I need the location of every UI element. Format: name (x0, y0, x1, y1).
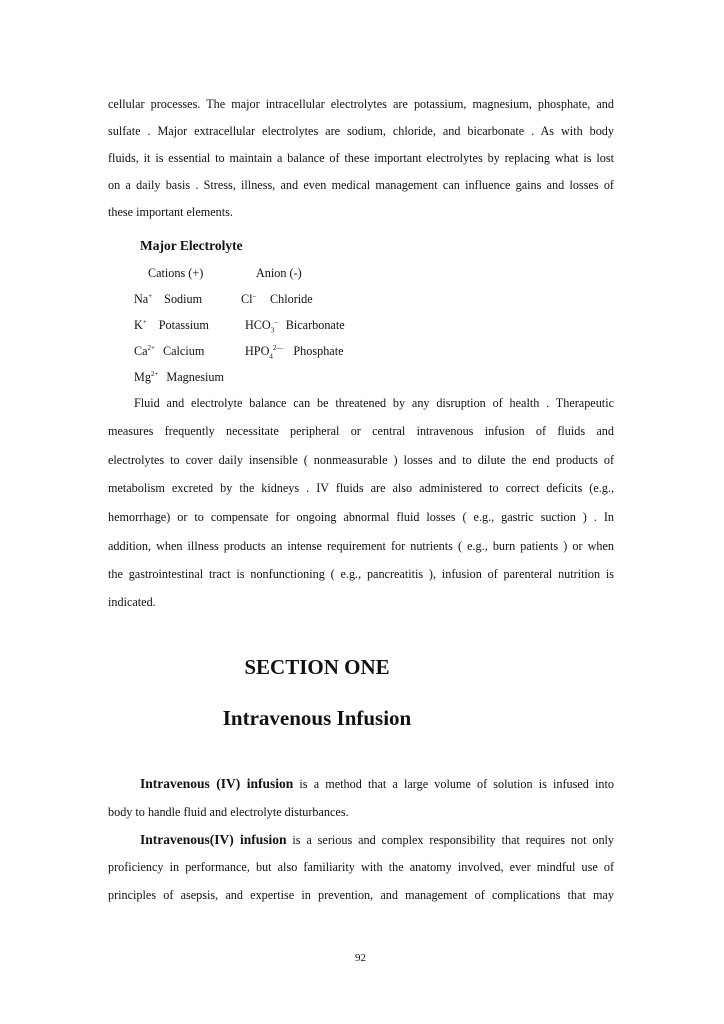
anion-cl: Cl– Chloride (241, 292, 313, 307)
anion-hco3: $HCO_3^-$ Bicarbonate (245, 318, 345, 335)
text-line: electrolytes to cover daily insensible ( nonmeasurable ) losses and to dilute the end products of (108, 453, 614, 467)
table-title: Major Electrolyte (140, 238, 243, 253)
text-line: cellular processes. The major intracellular electrolytes are potassium, magnesium, phosphate, and (108, 97, 614, 111)
cation-ca: $Ca^{2+}$ Calcium (134, 344, 205, 359)
section-heading: SECTION ONE (244, 655, 390, 679)
text-line: fluids, it is essential to maintain a balance of these important electrolytes by replacing what is lost (108, 151, 614, 165)
text-line: sulfate . Major extracellular electrolytes are sodium, chloride, and bicarbonate . As with body (108, 124, 614, 138)
text-line: addition, when illness products an intense requirement for nutrients ( e.g., burn patients ) or when (108, 539, 614, 553)
text-line: Intravenous (IV) infusion is a method that a large volume of solution is infused into (140, 776, 614, 791)
cation-na: Na+ Sodium (134, 292, 203, 307)
cation-k: K+ Potassium (134, 318, 209, 333)
text-line: the gastrointestinal tract is nonfunctioning ( e.g., pancreatitis ), infusion of parenteral nutrition is (108, 567, 614, 581)
anion-hpo4: $HPO_4^{2—}$ Phosphate (245, 344, 344, 361)
text-line: proficiency in performance, but also familiarity with the anatomy involved, ever mindful use of (108, 860, 614, 874)
text-line: these important elements. (108, 205, 233, 219)
text-line: hemorrhage) or to compensate for ongoing abnormal fluid losses ( e.g., gastric suction ) . In (108, 510, 614, 524)
text-line: on a daily basis . Stress, illness, and even medical management can influence gains and losses of (108, 178, 614, 192)
text-line: Fluid and electrolyte balance can be threatened by any disruption of health . Therapeutic (134, 396, 614, 410)
text-line: indicated. (108, 595, 156, 609)
cations-header: Cations (+) (148, 266, 204, 280)
text-line: measures frequently necessitate peripheral or central intravenous infusion of fluids and (108, 424, 614, 438)
page-number: 92 (355, 952, 366, 964)
anions-header: Anion (-) (256, 266, 302, 280)
cation-mg: $Mg^{2+}$ Magnesium (134, 370, 224, 385)
text-line: body to handle fluid and electrolyte disturbances. (108, 805, 349, 819)
text-line: principles of asepsis, and expertise in prevention, and management of complications that may (108, 888, 614, 902)
text-line: Intravenous(IV) infusion is a serious and complex responsibility that requires not only (140, 832, 615, 847)
section-title: Intravenous Infusion (222, 706, 412, 730)
text-line: metabolism excreted by the kidneys . IV fluids are also administered to correct deficits (e.g., (108, 481, 614, 495)
